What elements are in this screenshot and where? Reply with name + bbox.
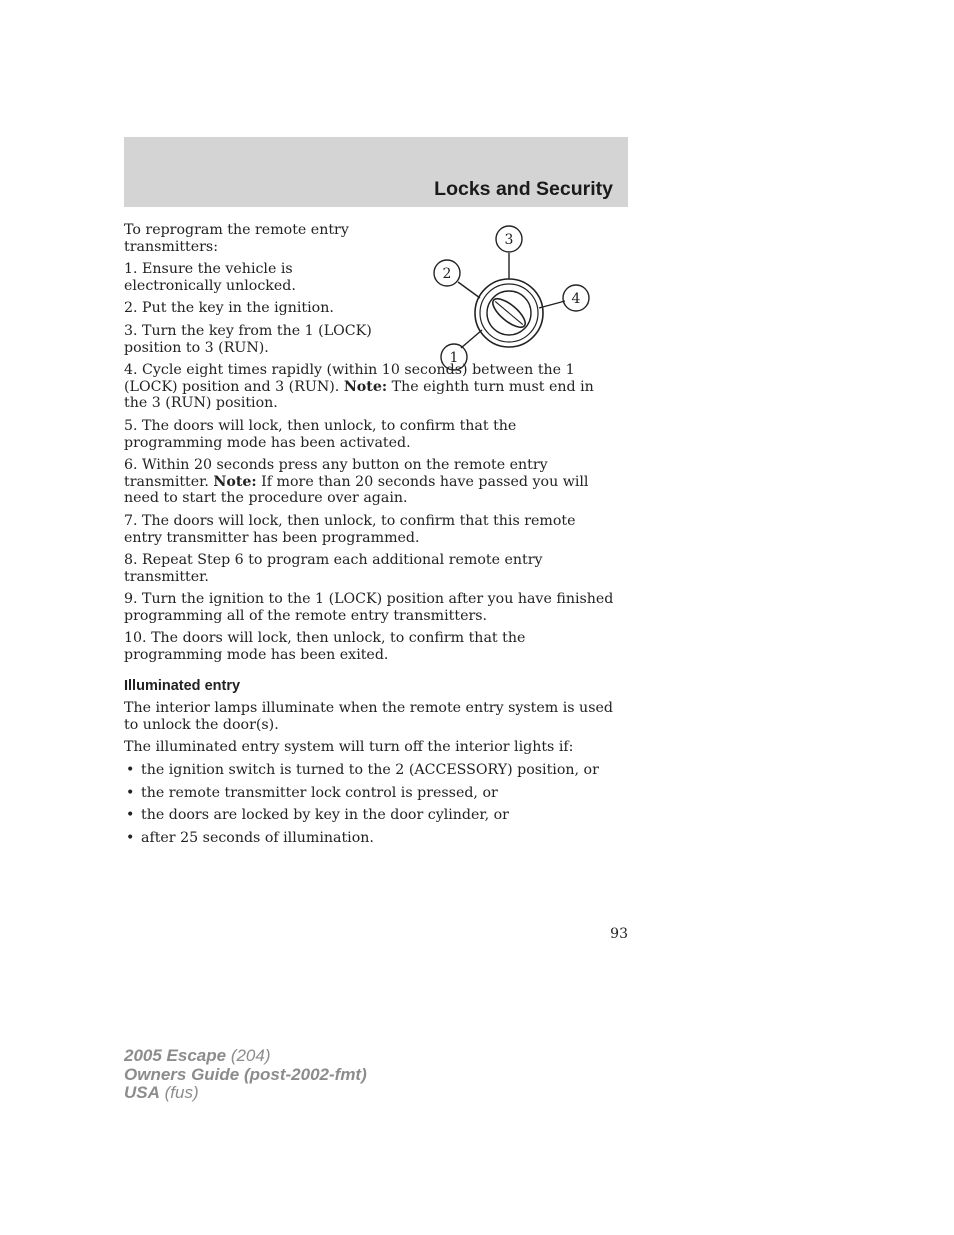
step-6-text: 6. Within 20 seconds press any button on the remote entry transmitter.: [124, 457, 548, 490]
step-6-note-label: Note:: [213, 473, 257, 490]
footer-guide-name: Owners Guide (post-2002-fmt): [124, 1064, 367, 1084]
footer-model: 2005 Escape: [124, 1046, 227, 1065]
illuminated-conditions-list: [124, 762, 616, 846]
illuminated-paragraph-1: The interior lamps illuminate when the remote entry system is used to unlock the door(s).: [124, 700, 613, 733]
position-1-label: 1: [449, 350, 459, 366]
footer-line-3: [124, 1084, 367, 1103]
list-item: • the ignition switch is turned to the 2 (ACCESSORY) position, or: [124, 762, 616, 779]
step-1: 1. Ensure the vehicle is electronically unlocked.: [124, 261, 296, 294]
illuminated-paragraph-2: The illuminated entry system will turn off the interior lights if:: [124, 739, 574, 756]
step-9: 9. Turn the ignition to the 1 (LOCK) position after you have finished programming all of the remote entry transmitters.: [124, 591, 614, 624]
list-item: • the remote transmitter lock control is pressed, or: [124, 785, 616, 802]
position-3-label: 3: [504, 232, 514, 248]
footer-market: USA: [124, 1083, 160, 1102]
intro-paragraph: To reprogram the remote entry transmitters:: [124, 222, 349, 255]
step-4-text: 4. Cycle eight times rapidly (within 10 seconds) between the 1 (LOCK) position and 3 (RUN).: [124, 362, 575, 395]
step-6-note: If more than 20 seconds have passed you will need to start the procedure over again.: [124, 473, 589, 507]
footer-line-1: [124, 1047, 367, 1066]
document-footer: [124, 1047, 367, 1103]
step-3: 3. Turn the key from the 1 (LOCK) position to 3 (RUN).: [124, 322, 372, 356]
step-4: [124, 362, 616, 412]
step-4-note-label: Note:: [343, 378, 388, 395]
list-item: • after 25 seconds of illumination.: [124, 830, 616, 847]
step-10: 10. The doors will lock, then unlock, to confirm that the programming mode has been exited.: [124, 630, 526, 664]
list-item: • the doors are locked by key in the door cylinder, or: [124, 807, 616, 824]
footer-market-code: (fus): [159, 1083, 199, 1102]
step-4-note: The eighth turn must end in the 3 (RUN) position.: [124, 378, 594, 412]
position-4-label: 4: [571, 291, 581, 307]
footer-model-code: (204): [226, 1046, 271, 1065]
main-content: [124, 222, 616, 852]
step-5: 5. The doors will lock, then unlock, to confirm that the programming mode has been activated.: [124, 417, 517, 451]
section-header-band: [124, 137, 628, 207]
section-title: Locks and Security: [434, 178, 613, 200]
illuminated-entry-heading: Illuminated entry: [124, 677, 241, 694]
page-number: 93: [610, 926, 628, 942]
footer-line-2: [124, 1066, 367, 1085]
step-8: 8. Repeat Step 6 to program each additional remote entry transmitter.: [124, 552, 543, 585]
position-2-label: 2: [442, 266, 452, 282]
step-6: [124, 457, 616, 507]
step-7: 7. The doors will lock, then unlock, to confirm that this remote entry transmitter has been programmed.: [124, 512, 576, 546]
step-2: 2. Put the key in the ignition.: [124, 300, 334, 317]
